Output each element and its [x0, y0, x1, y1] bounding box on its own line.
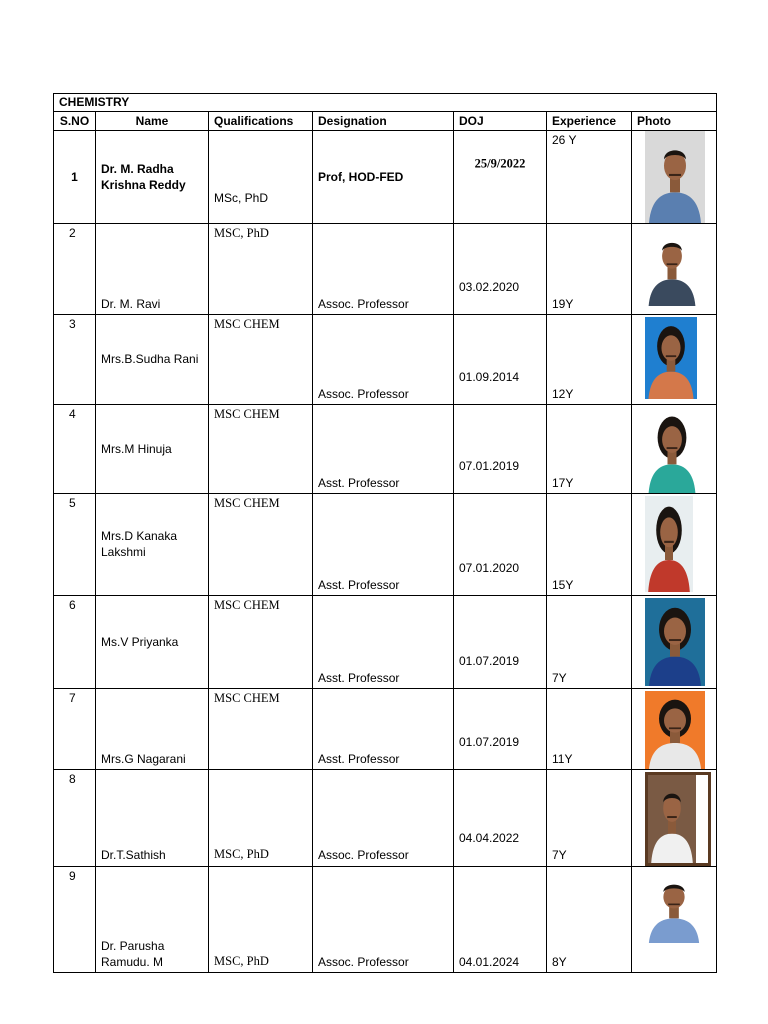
photo-cell	[632, 770, 717, 867]
designation-cell	[313, 315, 454, 405]
serial-number-cell	[54, 596, 96, 689]
department-row	[54, 94, 717, 112]
person-photo-icon	[645, 496, 711, 592]
header-row	[54, 112, 717, 131]
date-of-joining: 01.09.2014	[459, 369, 520, 384]
qualifications-cell	[209, 770, 313, 867]
designation: Asst. Professor	[318, 577, 400, 592]
designation-cell	[313, 770, 454, 867]
photo-cell	[632, 689, 717, 770]
faculty-name: Dr.T.Sathish	[101, 847, 166, 862]
experience-cell	[547, 770, 632, 867]
faculty-name-cell	[96, 131, 209, 224]
faculty-name: Mrs.G Nagarani	[101, 751, 186, 766]
experience-cell	[547, 315, 632, 405]
qualifications-cell	[209, 224, 313, 315]
serial-number-cell	[54, 224, 96, 315]
date-of-joining-cell	[454, 224, 547, 315]
person-photo-icon	[645, 407, 711, 493]
person-photo-icon	[645, 131, 711, 223]
faculty-name-cell	[96, 315, 209, 405]
serial-number: 1	[71, 169, 78, 184]
experience-cell	[547, 689, 632, 770]
header-photo: Photo	[632, 112, 717, 131]
faculty-row	[54, 689, 717, 770]
faculty-name: Dr. M. Ravi	[101, 296, 161, 311]
designation: Assoc. Professor	[318, 847, 409, 862]
serial-number: 3	[69, 317, 76, 331]
faculty-name-cell	[96, 405, 209, 494]
faculty-name-cell	[96, 689, 209, 770]
date-of-joining-cell	[454, 596, 547, 689]
qualifications: MSC CHEM	[214, 317, 280, 331]
experience: 12Y	[552, 386, 574, 401]
designation: Assoc. Professor	[318, 954, 409, 969]
faculty-row	[54, 131, 717, 224]
faculty-row	[54, 867, 717, 973]
faculty-row	[54, 596, 717, 689]
qualifications-cell	[209, 494, 313, 596]
serial-number: 7	[69, 691, 76, 705]
faculty-row	[54, 315, 717, 405]
date-of-joining: 04.04.2022	[459, 830, 520, 845]
department-title: CHEMISTRY	[54, 94, 717, 112]
designation-cell	[313, 689, 454, 770]
qualifications: MSC CHEM	[214, 691, 280, 705]
experience: 8Y	[552, 954, 567, 969]
experience: 7Y	[552, 847, 567, 862]
faculty-name: Ms.V Priyanka	[101, 634, 179, 649]
date-of-joining: 03.02.2020	[459, 279, 520, 294]
designation-cell	[313, 596, 454, 689]
person-photo-icon	[645, 226, 711, 306]
date-of-joining: 07.01.2019	[459, 458, 520, 473]
date-of-joining: 07.01.2020	[459, 560, 520, 575]
date-of-joining: 25/9/2022	[474, 156, 526, 171]
faculty-row	[54, 405, 717, 494]
qualifications-cell	[209, 867, 313, 973]
faculty-table	[53, 93, 717, 973]
experience: 15Y	[552, 577, 574, 592]
designation: Prof, HOD-FED	[318, 169, 404, 184]
faculty-row	[54, 770, 717, 867]
header-sno: S.NO	[54, 112, 96, 131]
serial-number: 8	[69, 772, 76, 786]
person-photo-icon	[645, 869, 711, 943]
experience: 19Y	[552, 296, 574, 311]
serial-number: 2	[69, 226, 76, 240]
qualifications-cell	[209, 315, 313, 405]
date-of-joining-cell	[454, 770, 547, 867]
experience: 7Y	[552, 670, 567, 685]
serial-number-cell	[54, 131, 96, 224]
faculty-row	[54, 494, 717, 596]
date-of-joining-cell	[454, 131, 547, 224]
designation-cell	[313, 867, 454, 973]
header-qualifications: Qualifications	[209, 112, 313, 131]
qualifications-cell	[209, 405, 313, 494]
date-of-joining-cell	[454, 867, 547, 973]
header-name: Name	[96, 112, 209, 131]
serial-number: 9	[69, 869, 76, 883]
experience-cell	[547, 494, 632, 596]
photo-cell	[632, 596, 717, 689]
designation: Asst. Professor	[318, 475, 400, 490]
designation: Asst. Professor	[318, 751, 400, 766]
qualifications: MSC, PhD	[214, 954, 269, 969]
experience: 26 Y	[552, 133, 577, 147]
faculty-name-cell	[96, 494, 209, 596]
faculty-name: Dr. M. Radha Krishna Reddy	[101, 161, 186, 192]
qualifications-cell	[209, 689, 313, 770]
experience: 11Y	[552, 751, 573, 766]
designation: Assoc. Professor	[318, 386, 409, 401]
header-experience: Experience	[547, 112, 632, 131]
experience-cell	[547, 405, 632, 494]
photo-cell	[632, 867, 717, 973]
qualifications: MSC CHEM	[214, 598, 280, 612]
qualifications: MSC CHEM	[214, 407, 280, 421]
serial-number: 4	[69, 407, 76, 421]
photo-cell	[632, 405, 717, 494]
person-photo-icon	[645, 691, 711, 769]
date-of-joining: 04.01.2024	[459, 954, 520, 969]
photo-cell	[632, 131, 717, 224]
date-of-joining-cell	[454, 405, 547, 494]
date-of-joining: 01.07.2019	[459, 653, 520, 668]
serial-number: 5	[69, 496, 76, 510]
faculty-name-cell	[96, 770, 209, 867]
qualifications: MSC, PhD	[214, 847, 269, 862]
person-photo-icon	[645, 772, 711, 866]
experience-cell	[547, 224, 632, 315]
qualifications: MSC, PhD	[214, 226, 269, 240]
faculty-name-cell	[96, 224, 209, 315]
serial-number-cell	[54, 405, 96, 494]
photo-cell	[632, 315, 717, 405]
header-doj: DOJ	[454, 112, 547, 131]
experience-cell	[547, 131, 632, 224]
date-of-joining: 01.07.2019	[459, 734, 520, 749]
serial-number-cell	[54, 689, 96, 770]
person-photo-icon	[645, 317, 711, 399]
designation-cell	[313, 131, 454, 224]
designation: Assoc. Professor	[318, 296, 409, 311]
faculty-name: Mrs.M Hinuja	[101, 441, 172, 456]
faculty-name-cell	[96, 596, 209, 689]
photo-cell	[632, 224, 717, 315]
qualifications-cell	[209, 131, 313, 224]
date-of-joining-cell	[454, 315, 547, 405]
serial-number-cell	[54, 315, 96, 405]
photo-cell	[632, 494, 717, 596]
experience: 17Y	[552, 475, 574, 490]
designation-cell	[313, 224, 454, 315]
serial-number: 6	[69, 598, 76, 612]
faculty-row	[54, 224, 717, 315]
designation-cell	[313, 494, 454, 596]
qualifications: MSc, PhD	[214, 190, 269, 205]
qualifications: MSC CHEM	[214, 496, 280, 510]
faculty-name: Mrs.B.Sudha Rani	[101, 351, 199, 366]
header-designation: Designation	[313, 112, 454, 131]
designation-cell	[313, 405, 454, 494]
designation: Asst. Professor	[318, 670, 400, 685]
date-of-joining-cell	[454, 494, 547, 596]
qualifications-cell	[209, 596, 313, 689]
serial-number-cell	[54, 494, 96, 596]
faculty-name-cell	[96, 867, 209, 973]
experience-cell	[547, 596, 632, 689]
faculty-name: Dr. Parusha Ramudu. M	[101, 938, 165, 969]
date-of-joining-cell	[454, 689, 547, 770]
faculty-name: Mrs.D Kanaka Lakshmi	[101, 528, 178, 559]
serial-number-cell	[54, 770, 96, 867]
serial-number-cell	[54, 867, 96, 973]
person-photo-icon	[645, 598, 711, 686]
experience-cell	[547, 867, 632, 973]
